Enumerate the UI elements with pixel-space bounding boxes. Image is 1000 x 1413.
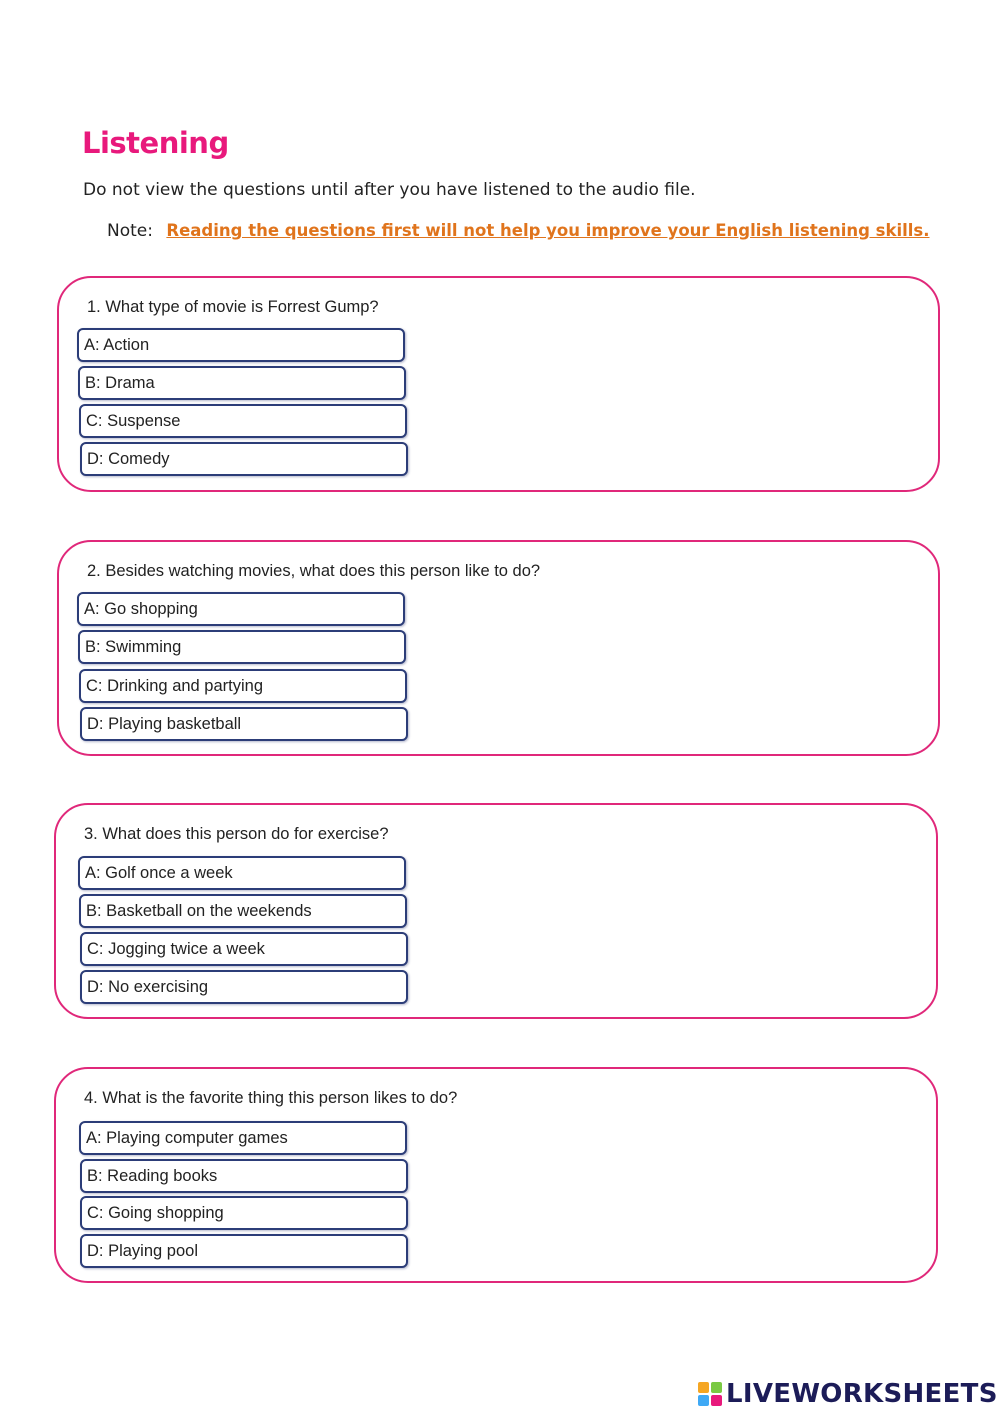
liveworksheets-logo-icon [698,1382,722,1406]
note-warning: Reading the questions first will not help you improve your English listening skills. [166,221,930,240]
question-text: 1. What type of movie is Forrest Gump? [87,298,379,316]
question-card [57,540,940,756]
answer-option[interactable]: D: No exercising [80,970,408,1004]
answer-option[interactable]: D: Playing pool [80,1234,408,1268]
answer-option[interactable]: A: Golf once a week [78,856,406,890]
answer-option[interactable]: D: Comedy [80,442,408,476]
answer-option[interactable]: A: Action [77,328,405,362]
answer-option[interactable]: C: Jogging twice a week [80,932,408,966]
answer-option[interactable]: C: Going shopping [80,1196,408,1230]
answer-option[interactable]: B: Basketball on the weekends [79,894,407,928]
note-line [107,221,930,241]
logo-text: LIVEWORKSHEETS [726,1379,998,1409]
answer-option[interactable]: B: Swimming [78,630,406,664]
answer-option[interactable]: C: Drinking and partying [79,669,407,703]
question-text: 2. Besides watching movies, what does this person like to do? [87,562,541,580]
question-card [54,1067,938,1283]
question-card [57,276,940,492]
answer-option[interactable]: A: Go shopping [77,592,405,626]
answer-option[interactable]: B: Drama [78,366,406,400]
page-title: Listening [82,126,229,160]
instructions-text: Do not view the questions until after you have listened to the audio file. [83,180,696,200]
answer-option[interactable]: D: Playing basketball [80,707,408,741]
question-text: 4. What is the favorite thing this person likes to do? [84,1089,458,1107]
answer-option[interactable]: C: Suspense [79,404,407,438]
liveworksheets-logo[interactable] [698,1376,998,1412]
answer-option[interactable]: A: Playing computer games [79,1121,407,1155]
question-text: 3. What does this person do for exercise? [84,825,389,843]
question-card [54,803,938,1019]
answer-option[interactable]: B: Reading books [80,1159,408,1193]
note-label: Note: [107,221,153,241]
